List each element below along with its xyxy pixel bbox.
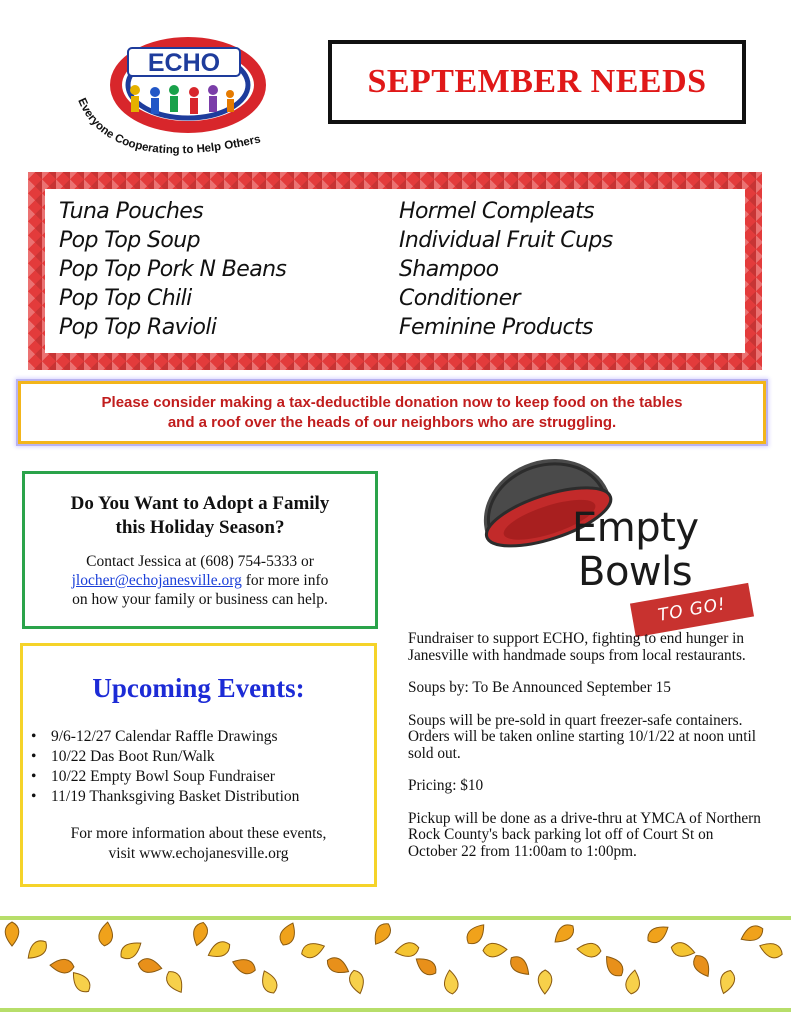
leaf-icon [507,953,534,979]
title-box [328,40,746,124]
leaf-icon [624,969,641,995]
leaf-icon [601,952,626,979]
leaf-icon [644,922,671,947]
bowls-paragraph: Pickup will be done as a drive-thru at YMCA of Northern Rock County's back parking lot off of Court St on October 22 from 11:00am to 1:00pm. [408,809,761,860]
leaf-icon [483,943,508,958]
needs-box [28,172,762,370]
logo-name: ECHO [147,49,221,77]
leaf-icon [299,940,326,961]
need-item: Conditioner [399,286,520,311]
leaf-icon [347,969,366,996]
adopt-title-line-1: Do You Want to Adopt a Family [70,493,330,514]
need-item: Hormel Compleats [399,199,594,224]
list-item [31,787,299,807]
leaf-icon [370,920,394,948]
bowls-paragraph: Pricing: $10 [408,777,484,794]
empty-bowls-details [408,631,763,876]
leaf-icon [538,970,552,994]
leaf-icon [163,968,187,996]
adopt-email-line [25,571,375,590]
bowls-paragraph: Soups will be pre-sold in quart freezer-safe containers. Orders will be taken online starting 10/1/22 at noon until sold out. [408,711,756,762]
donation-line-1: Please consider making a tax-deductible donation now to keep food on the tables [101,393,683,411]
leaf-icon [98,921,115,947]
bowls-paragraph: Fundraiser to support ECHO, fighting to end hunger in Janesville with handmade soups from local restaurants. [408,630,746,664]
adopt-title [25,492,375,540]
leaf-icon [205,939,233,962]
events-list [31,727,299,807]
leaf-icon [412,953,439,978]
bullet-icon: • [31,728,37,745]
list-item [31,767,299,787]
to-go-badge: TO GO! [630,583,754,637]
leaf-icon [258,968,280,995]
leaf-icon [68,968,94,995]
list-item [31,747,299,767]
leaf-icon [50,958,75,973]
event-text: 11/19 Thanksgiving Basket Distribution [51,788,300,805]
leaf-icon [117,938,144,963]
need-item: Pop Top Soup [59,228,200,253]
need-item: Tuna Pouches [59,199,204,224]
events-info-line-2: visit www.echojanesville.org [108,845,289,862]
events-title: Upcoming Events: [92,673,305,703]
leaf-icon [190,921,210,948]
leaf-icon [576,942,601,958]
bullet-icon: • [31,748,37,765]
leaf-icon [757,939,784,960]
need-item: Shampoo [399,257,499,282]
event-text: 10/22 Empty Bowl Soup Fundraiser [51,768,275,785]
need-item: Pop Top Chili [59,286,192,311]
logo-tagline: Everyone Cooperating to Help Others [75,96,262,157]
leaf-icon [5,922,19,946]
leaf-icon [551,921,578,947]
adopt-title-line-2: this Holiday Season? [115,517,285,538]
need-item: Feminine Products [399,315,593,340]
need-item: Pop Top Pork N Beans [59,257,287,282]
event-text: 9/6-12/27 Calendar Raffle Drawings [51,728,278,745]
leaf-icon [277,920,299,947]
adopt-contact: Contact Jessica at (608) 754-5333 or [86,553,314,570]
list-item [31,727,299,747]
donation-line-2: and a roof over the heads of our neighbors who are struggling. [167,413,617,431]
leaf-icon [463,920,489,947]
empty-bowls-word-1: Empty [572,505,699,551]
needs-column-left [59,197,399,353]
need-item: Pop Top Ravioli [59,315,217,340]
leaf-icons [5,920,784,996]
donation-notice [18,381,766,444]
empty-bowls-word-2: Bowls [578,549,693,595]
email-link[interactable]: jlocher@echojanesville.org [71,572,242,589]
needs-column-right [399,197,613,353]
page-title: SEPTEMBER NEEDS [367,63,707,100]
events-box [20,643,377,887]
leaf-icon [137,957,163,975]
leaf-icon [24,937,51,963]
adopt-email-suffix: for more info [241,572,329,589]
adopt-last-line: on how your family or business can help. [72,591,328,608]
need-item: Individual Fruit Cups [399,228,613,253]
event-text: 10/22 Das Boot Run/Walk [51,748,215,765]
leaf-icon [738,923,766,946]
autumn-leaves-border [0,910,791,1024]
leaf-icon [324,954,352,977]
bowls-paragraph: Soups by: To Be Announced September 15 [408,679,671,696]
leaf-icon [230,956,257,977]
needs-list [45,189,745,353]
leaf-icon [394,941,420,959]
echo-logo [70,30,300,180]
events-info-line-1: For more information about these events, [70,825,327,842]
leaf-icon [717,969,737,996]
leaf-icon [443,969,459,994]
leaf-icon [690,952,714,980]
adopt-family-box [22,471,378,629]
events-info [23,824,374,864]
bullet-icon: • [31,788,37,805]
adopt-body [25,552,375,609]
bullet-icon: • [31,768,37,785]
leaf-icon [670,941,696,960]
